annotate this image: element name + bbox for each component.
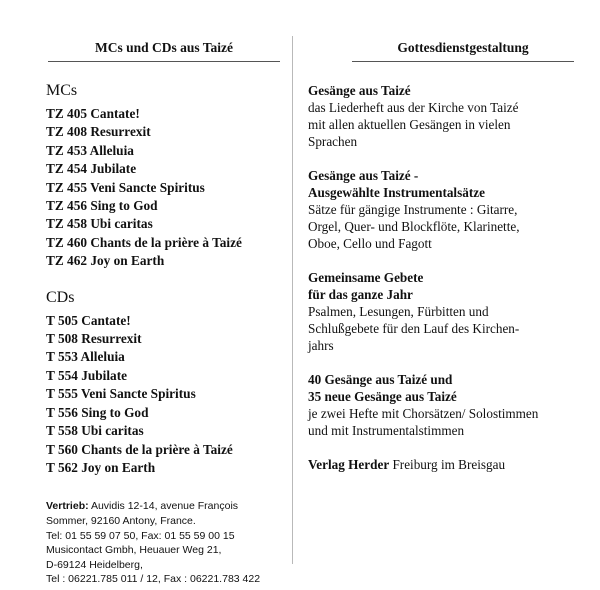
mcs-list — [46, 105, 286, 271]
list-item: TZ 453 Alleluia — [46, 142, 134, 158]
list-item: T 505 Cantate! — [46, 312, 131, 328]
list-item: T 555 Veni Sancte Spiritus — [46, 386, 196, 402]
entry-body-line: Schlußgebete für den Lauf des Kirchen- — [308, 321, 520, 336]
entry-body-line: mit allen aktuellen Gesängen in vielen — [308, 117, 511, 132]
distribution-info — [46, 499, 286, 587]
publisher-line — [308, 456, 580, 473]
entry-body-line: Sätze für gängige Instrumente : Gitarre, — [308, 202, 518, 217]
right-column-heading: Gottesdienstgestaltung — [352, 40, 574, 62]
publication-entry — [308, 269, 580, 354]
publisher-name: Verlag Herder — [308, 457, 390, 472]
distribution-line: Tel: 01 55 59 07 50, Fax: 01 55 59 00 15 — [46, 529, 235, 542]
entry-title: Gemeinsame Gebete — [308, 270, 424, 285]
distribution-line: Sommer, 92160 Antony, France. — [46, 514, 196, 527]
right-column — [300, 40, 600, 587]
list-item: T 508 Resurrexit — [46, 331, 142, 347]
two-column-layout — [0, 40, 600, 587]
distribution-line: Auvidis 12-14, avenue François — [90, 500, 239, 513]
list-item: TZ 408 Resurrexit — [46, 124, 151, 140]
list-item: TZ 454 Jubilate — [46, 161, 137, 177]
list-item: T 562 Joy on Earth — [46, 459, 156, 475]
list-item: T 554 Jubilate — [46, 367, 128, 383]
entry-body-line: das Liederheft aus der Kirche von Taizé — [308, 100, 519, 115]
entry-body-line: Sprachen — [308, 134, 358, 149]
section-spacer — [46, 271, 286, 287]
entry-title: Ausgewählte Instrumentalsätze — [308, 185, 485, 200]
entry-title: 35 neue Gesänge aus Taizé — [308, 389, 457, 404]
list-item: TZ 455 Veni Sancte Spiritus — [46, 179, 205, 195]
list-item: T 560 Chants de la prière à Taizé — [46, 441, 233, 457]
entry-body-line: je zwei Hefte mit Chorsätzen/ Solostimmen — [308, 406, 539, 421]
distribution-line: Tel : 06221.785 011 / 12, Fax : 06221.783 422 — [46, 573, 261, 586]
entry-body-line: Oboe, Cello und Fagott — [308, 236, 432, 251]
list-item: TZ 460 Chants de la prière à Taizé — [46, 234, 242, 250]
entry-body-line: Psalmen, Lesungen, Fürbitten und — [308, 304, 489, 319]
entry-title: Gesänge aus Taizé - — [308, 168, 419, 183]
distribution-line: Musicontact Gmbh, Heuauer Weg 21, — [46, 544, 222, 557]
entry-title: 40 Gesänge aus Taizé und — [308, 372, 453, 387]
entry-title: für das ganze Jahr — [308, 287, 413, 302]
list-item: T 556 Sing to God — [46, 404, 149, 420]
list-item: TZ 405 Cantate! — [46, 106, 140, 121]
left-column-heading: MCs und CDs aus Taizé — [48, 40, 280, 62]
left-column — [0, 40, 300, 587]
entry-body-line: und mit Instrumentalstimmen — [308, 423, 465, 438]
cds-list — [46, 312, 286, 478]
publication-entry — [308, 82, 580, 150]
distribution-label: Vertrieb: — [46, 500, 89, 513]
publication-entry — [308, 371, 580, 439]
list-item: T 558 Ubi caritas — [46, 423, 144, 439]
entry-title: Gesänge aus Taizé — [308, 83, 411, 98]
list-item: TZ 458 Ubi caritas — [46, 216, 153, 232]
distribution-line: D-69124 Heidelberg, — [46, 558, 143, 571]
list-item: TZ 456 Sing to God — [46, 198, 158, 214]
publication-entry — [308, 167, 580, 252]
list-item: T 553 Alleluia — [46, 349, 125, 365]
publisher-place: Freiburg im Breisgau — [392, 457, 506, 472]
mcs-section-title: MCs — [46, 82, 78, 99]
entry-body-line: Orgel, Quer- und Blockflöte, Klarinette, — [308, 219, 520, 234]
list-item: TZ 462 Joy on Earth — [46, 253, 165, 269]
cds-section-title: CDs — [46, 288, 75, 306]
entry-body-line: jahrs — [308, 338, 334, 353]
